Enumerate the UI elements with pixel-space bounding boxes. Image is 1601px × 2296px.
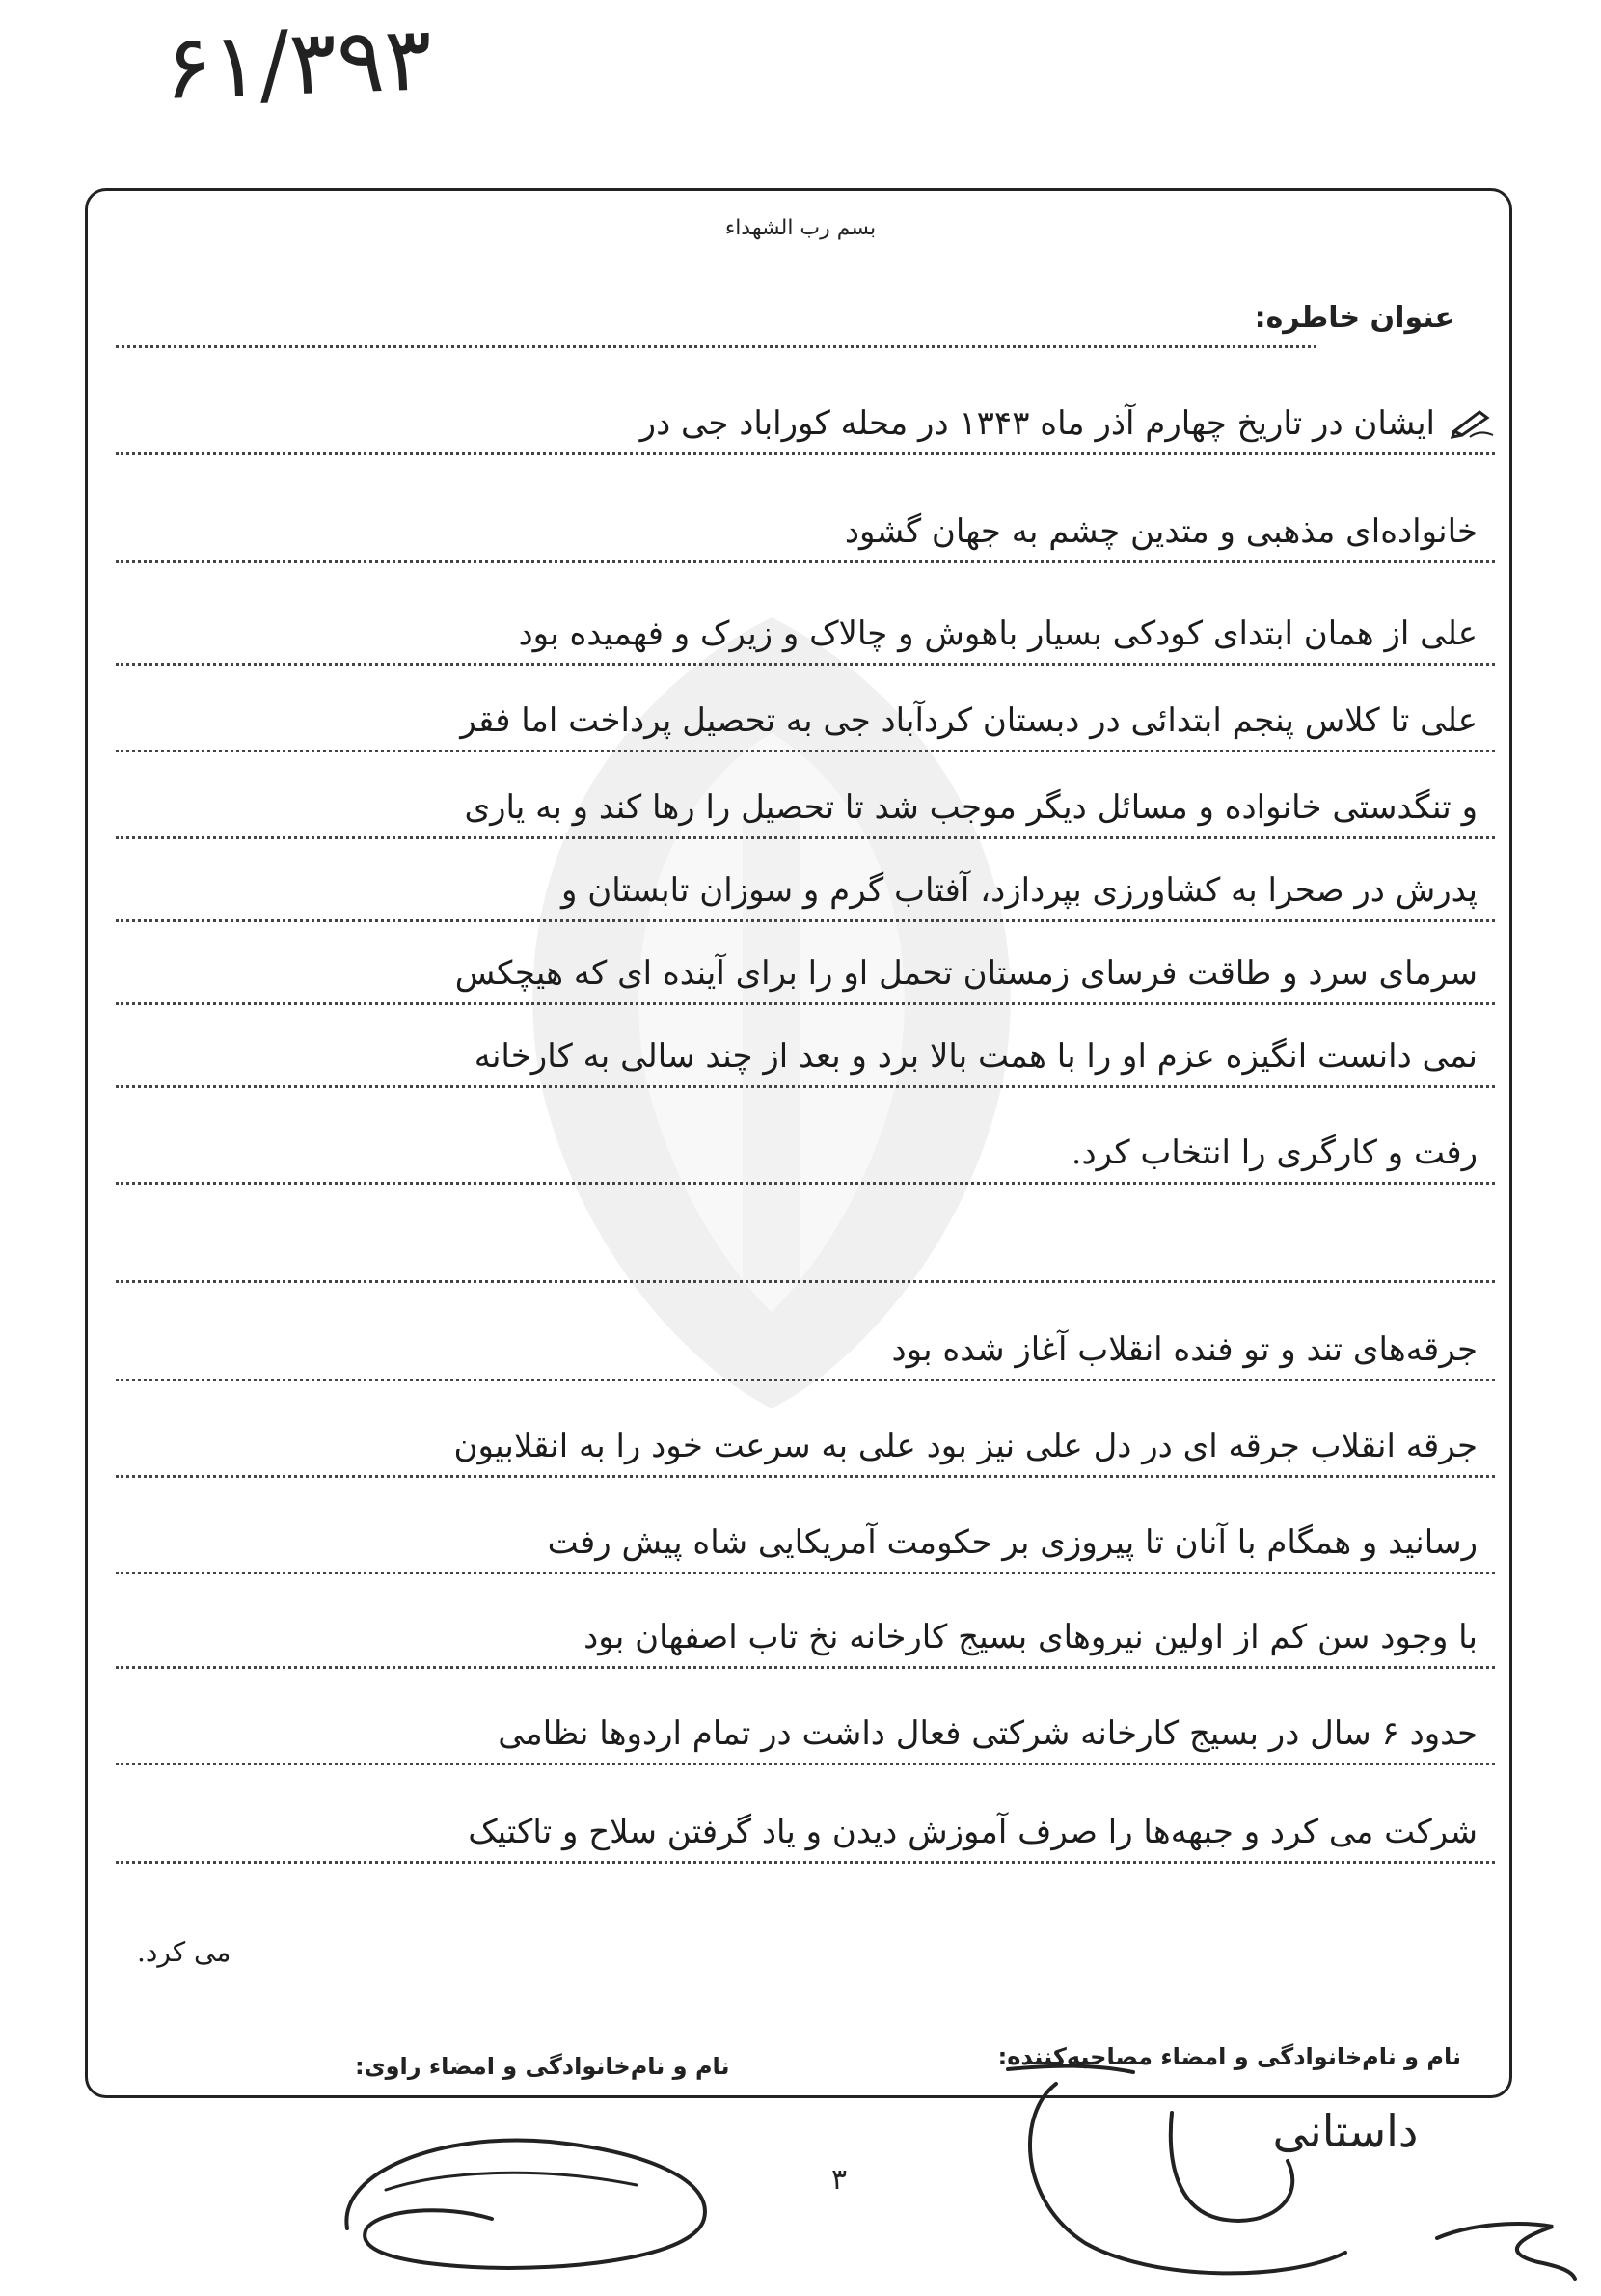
text-line: ایشان در تاریخ چهارم آذر ماه ۱۳۴۳ در محله کوراباد جی در — [116, 369, 1495, 455]
memory-title-label: عنوان خاطره: — [1254, 301, 1454, 335]
text-line: نمی دانست انگیزه عزم او را با همت بالا برد و بعد از چند سالی به کارخانه — [116, 1001, 1495, 1088]
text-line: علی تا کلاس پنجم ابتدائی در دبستان کردآباد جی به تحصیل پرداخت اما فقر — [116, 666, 1495, 752]
text-line: جرقه‌های تند و تو فنده انقلاب آغاز شده بود — [116, 1295, 1495, 1381]
text-line: رسانید و همگام با آنان تا پیروزی بر حکومت آمریکایی شاه پیش رفت — [116, 1488, 1495, 1574]
text-line: حدود ۶ سال در بسیج کارخانه شرکتی فعال داشت در تمام اردوها نظامی — [116, 1679, 1495, 1765]
text-line — [116, 1196, 1495, 1283]
text-line: رفت و کارگری را انتخاب کرد. — [116, 1098, 1495, 1185]
text-line: سرمای سرد و طاقت فرسای زمستان تحمل او را برای آینده ای که هیچکس — [116, 918, 1495, 1005]
narrator-signature — [328, 2113, 733, 2277]
text-line: پدرش در صحرا به کشاورزی بپردازد، آفتاب گرم و سوزان تابستان و — [116, 835, 1495, 922]
text-line: خانواده‌ای مذهبی و متدین چشم به جهان گشود — [116, 477, 1495, 563]
text-line: علی از همان ابتدای کودکی بسیار باهوش و چالاک و زیرک و فهمیده بود — [116, 579, 1495, 666]
basmala-header: بسم رب الشهداء — [724, 216, 877, 240]
interviewer-signature-label: نام و نام‌خانوادگی و امضاء مصاحبه‌کننده: — [997, 2043, 1461, 2070]
text-line: جرقه انقلاب جرقه ای در دل علی نیز بود علی به سرعت خود را به انقلابیون — [116, 1391, 1495, 1478]
svg-text:داستانی: داستانی — [1272, 2105, 1419, 2157]
interviewer-signature — [998, 2055, 1577, 2296]
pen-writing-icon — [1451, 406, 1495, 439]
narrator-signature-label: نام و نام‌خانوادگی و امضاء راوی: — [355, 2053, 730, 2080]
text-line: می کرد. — [137, 1936, 231, 1968]
text-line: با وجود سن کم از اولین نیروهای بسیج کارخانه نخ تاب اصفهان بود — [116, 1582, 1495, 1669]
text-line: شرکت می کرد و جبهه‌ها را صرف آموزش دیدن و یاد گرفتن سلاح و تاکتیک — [116, 1777, 1495, 1864]
document-reference-number: ۶۱/۳۹۳ — [162, 7, 434, 120]
text-line: و تنگدستی خانواده و مسائل دیگر موجب شد تا تحصیل را رها کند و به یاری — [116, 752, 1495, 839]
memory-title-line — [116, 345, 1316, 348]
page-number: ۳ — [831, 2163, 848, 2197]
